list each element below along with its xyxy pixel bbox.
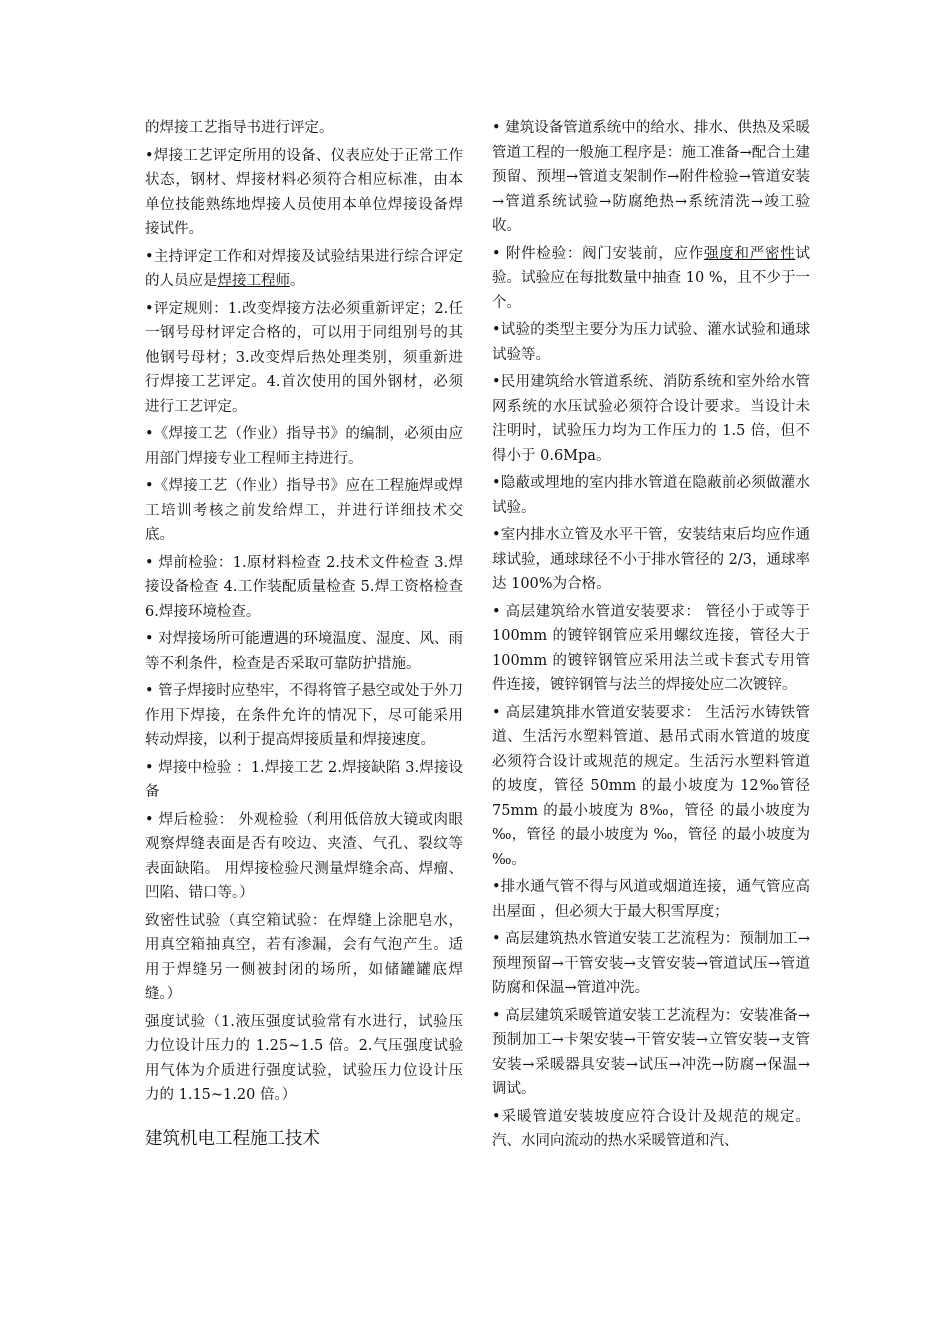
text-run: • 附件检验：阀门安装前，应作 [492,245,705,262]
paragraph: •《焊接工艺（作业）指导书》的编制，必须由应用部门焊接专业工程师主持进行。 [145,426,463,467]
section-heading: 建筑机电工程施工技术 [145,1128,320,1149]
paragraph [492,242,810,316]
paragraph: • 焊后检验： 外观检验（利用低倍放大镜或肉眼观察焊缝表面是否有咬边、夹渣、气孔、裂纹等表面缺陷。 用焊接检验尺测量焊缝余高、焊瘤、凹陷、错口等。） [145,811,463,901]
paragraph: •《焊接工艺（作业）指导书》应在工程施焊或焊工培训考核之前发给焊工，并进行详细技术交底。 [145,478,463,543]
paragraph: • 焊接中检验 ：1.焊接工艺 2.焊接缺陷 3.焊接设备 [145,759,463,800]
paragraph: 致密性试验（真空箱试验：在焊缝上涂肥皂水，用真空箱抽真空，若有渗漏，会有气泡产生。适用于焊缝另一侧被封闭的场所，如储罐罐底焊缝。） [145,912,463,1002]
paragraph: •隐蔽或埋地的室内排水管道在隐蔽前必须做灌水试验。 [492,475,810,516]
paragraph: • 高层建筑给水管道安装要求： 管径小于或等于 100mm 的镀锌钢管应采用螺纹连接，管径大于 100mm 的镀锌钢管应采用法兰或卡套式专用管件连接，镀锌钢管与法兰的焊接处应二次镀锌。 [492,603,810,693]
underlined-term: 强度和严密性 [704,245,796,262]
paragraph: • 高层建筑热水管道安装工艺流程为：预制加工→预埋预留→干管安装→支管安装→管道试压→管道防腐和保温→管道冲洗。 [492,931,810,996]
right-column [492,116,810,1157]
paragraph: • 对焊接场所可能遭遇的环境温度、湿度、风、雨等不利条件，检查是否采取可靠防护措施。 [145,631,463,672]
paragraph: 强度试验（1.液压强度试验常有水进行，试验压力位设计压力的 1.25~1.5 倍。2.气压强度试验用气体为介质进行强度试验，试验压力位设计压力的 1.15~1.20 倍。） [145,1013,463,1103]
text-run: •主持评定工作和对焊接及试验结果进行综合评定的人员应是 [145,248,463,289]
paragraph: •民用建筑给水管道系统、消防系统和室外给水管网系统的水压试验必须符合设计要求。当设计未注明时，试验压力均为工作压力的 1.5 倍，但不得小于 0.6Mpa。 [492,374,810,464]
paragraph: •排水通气管不得与风道或烟道连接，通气管应高出屋面 ，但必须大于最大积雪厚度； [492,879,810,920]
text-run: 。 [290,273,305,289]
paragraph: •焊接工艺评定所用的设备、仪表应处于正常工作状态，钢材、焊接材料必须符合相应标准，由本单位技能熟练地焊接人员使用本单位焊接设备焊接试件。 [145,147,463,237]
paragraph: •评定规则：1.改变焊接方法必须重新评定；2.任一钢号母材评定合格的，可以用于同组别号的其他钢号母材；3.改变焊后热处理类别，须重新进行焊接工艺评定。4.首次使用的国外钢材，必须进行工艺评定。 [145,300,463,415]
paragraph [145,245,463,294]
paragraph: •采暖管道安装坡度应符合设计及规范的规定。 汽、水同向流动的热水采暖管道和汽、 [492,1108,810,1149]
left-column [145,116,463,1152]
paragraph: 的焊接工艺指导书进行评定。 [145,120,334,136]
paragraph: •室内排水立管及水平干管，安装结束后均应作通球试验，通球球径不小于排水管径的 2/3，通球率达 100%为合格。 [492,527,810,592]
text-run: 试验。试验应在每批数量中抽查 10 %，且不少于一个。 [492,245,810,311]
paragraph: •试验的类型主要分为压力试验、灌水试验和通球试验等。 [492,322,810,363]
underlined-term: 焊接工程师 [217,273,290,289]
paragraph: • 高层建筑排水管道安装要求： 生活污水铸铁管道、生活污水塑料管道、悬吊式雨水管道的坡度必须符合设计或规范的规定。生活污水塑料管道的坡度，管径 50mm 的最小坡度为 12‰管径 75mm 的最小坡度为 8‰，管径 的最小坡度为 ‰，管径 的最小坡度为 ‰，管径 的最小坡度为 ‰。 [492,704,810,868]
paragraph: • 焊前检验：1.原材料检查 2.技术文件检查 3.焊接设备检查 4.工作装配质量检查 5.焊工资格检查 6.焊接环境检查。 [145,554,463,620]
paragraph: • 高层建筑采暖管道安装工艺流程为：安装准备→预制加工→卡架安装→干管安装→立管安装→支管安装→采暖器具安装→试压→冲洗→防腐→保温→调试。 [492,1007,810,1097]
paragraph: • 管子焊接时应垫牢，不得将管子悬空或处于外刀作用下焊接，在条件允许的情况下，尽可能采用转动焊接，以利于提高焊接质量和焊接速度。 [145,683,463,748]
paragraph: • 建筑设备管道系统中的给水、排水、供热及采暖管道工程的一般施工程序是：施工准备→配合土建预留、预埋→管道支架制作→附件检验→管道安装→管道系统试验→防腐绝热→系统清洗→竣工验收。 [492,120,810,234]
